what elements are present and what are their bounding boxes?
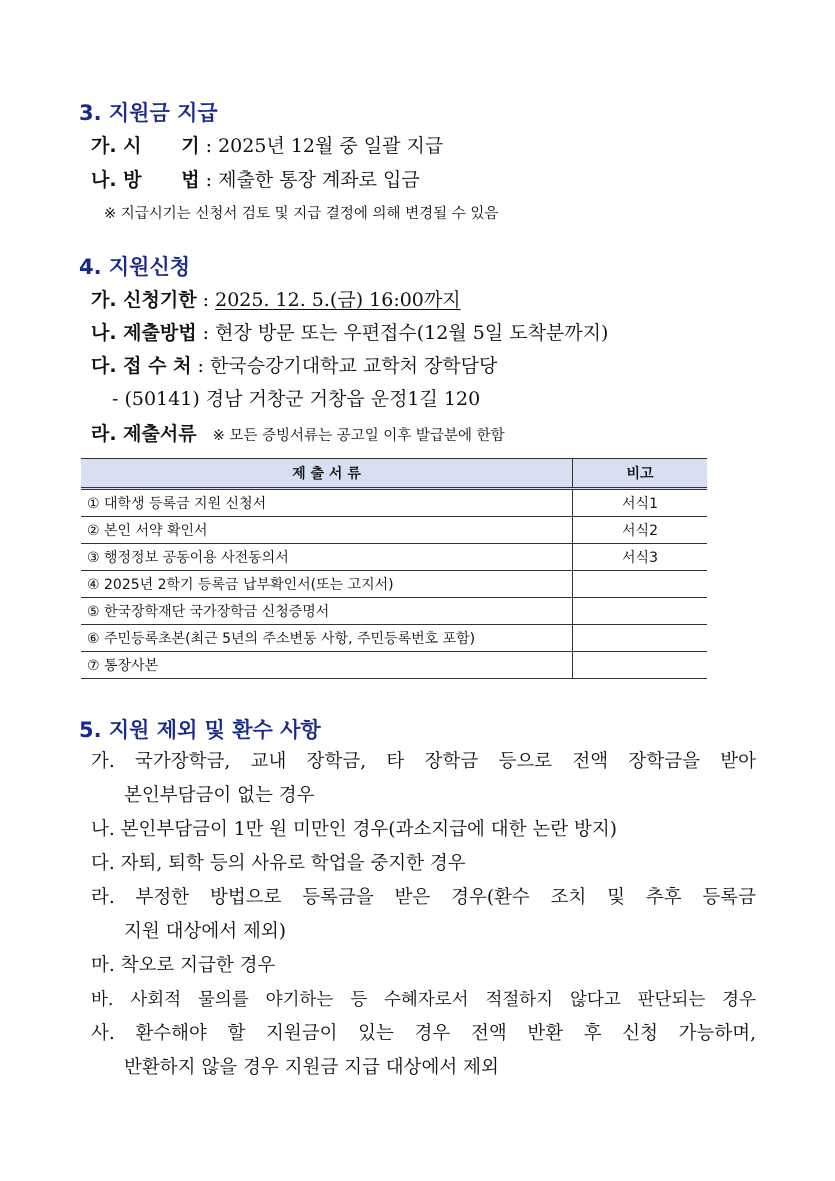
deadline-value: 2025. 12. 5.(금) 16:00까지 (215, 289, 461, 311)
exclusion-item-ra-cont: 지원 대상에서 제외) (124, 921, 286, 942)
payment-timing-label: 가. 시 기 (91, 135, 200, 157)
exclusion-item-na: 나. 본인부담금이 1만 원 미만인 경우(과소지급에 대한 논란 방지) (91, 819, 617, 840)
payment-method-value: 제출한 통장 계좌로 입금 (218, 169, 420, 191)
table-row (81, 598, 707, 625)
exclusion-item-ba: 바. 사회적 물의를 야기하는 등 수혜자로서 적절하지 않다고 판단되는 경우 (91, 990, 756, 1010)
docs-row (91, 422, 505, 448)
document-name: ③ 행정정보 공동이용 사전동의서 (81, 544, 573, 571)
exclusion-item-ga: 가. 국가장학금, 교내 장학금, 타 장학금 등으로 전액 장학금을 받아 (91, 751, 756, 772)
section-5-heading: 5. 지원 제외 및 환수 사항 (79, 718, 321, 742)
payment-method-label: 나. 방 법 (91, 169, 200, 191)
section-4-heading: 4. 지원신청 (79, 255, 191, 279)
table-row (81, 517, 707, 544)
exclusion-item-sa: 사. 환수해야 할 지원금이 있는 경우 전액 반환 후 신청 가능하며, (91, 1023, 756, 1044)
document-name: ② 본인 서약 확인서 (81, 517, 573, 544)
office-row: 다. 접 수 처 : 한국승강기대학교 교학처 장학담당 (91, 355, 498, 377)
office-address: - (50141) 경남 거창군 거창읍 운정1길 120 (112, 388, 481, 410)
exclusion-item-ma: 마. 착오로 지급한 경우 (91, 955, 276, 976)
documents-table (81, 458, 707, 679)
table-row (81, 652, 707, 679)
table-row (81, 489, 707, 517)
document-name: ① 대학생 등록금 지원 신청서 (81, 489, 573, 517)
exclusion-item-ra: 라. 부정한 방법으로 등록금을 받은 경우(환수 조치 및 추후 등록금 (91, 887, 756, 908)
documents-table-header (81, 459, 707, 489)
docs-label: 라. 제출서류 (91, 423, 197, 445)
exclusion-item-ga-cont: 본인부담금이 없는 경우 (124, 785, 315, 806)
document-remark: 서식1 (573, 489, 708, 517)
office-value: 한국승강기대학교 교학처 장학담당 (209, 355, 498, 377)
deadline-row: 가. 신청기한 : 2025. 12. 5.(금) 16:00까지 (91, 289, 461, 311)
document-name: ⑦ 통장사본 (81, 652, 573, 679)
header-documents: 제 출 서 류 (81, 459, 573, 489)
payment-method-row: 나. 방 법 : 제출한 통장 계좌로 입금 (91, 169, 420, 191)
table-row (81, 625, 707, 652)
payment-timing-row: 가. 시 기 : 2025년 12월 중 일괄 지급 (91, 135, 444, 157)
document-remark: 서식2 (573, 517, 708, 544)
submit-method-label: 나. 제출방법 (91, 322, 197, 344)
payment-timing-value: 2025년 12월 중 일괄 지급 (218, 135, 444, 157)
office-label: 다. 접 수 처 (91, 355, 192, 377)
document-remark (573, 598, 708, 625)
payment-note: ※ 지급시기는 신청서 검토 및 지급 결정에 의해 변경될 수 있음 (104, 206, 499, 222)
document-name: ④ 2025년 2학기 등록금 납부확인서(또는 고지서) (81, 571, 573, 598)
document-remark (573, 625, 708, 652)
header-remarks: 비고 (573, 459, 708, 489)
docs-note: ※ 모든 증빙서류는 공고일 이후 발급분에 한함 (212, 428, 505, 444)
document-name: ⑥ 주민등록초본(최근 5년의 주소변동 사항, 주민등록번호 포함) (81, 625, 573, 652)
document-remark: 서식3 (573, 544, 708, 571)
section-3-heading: 3. 지원금 지급 (79, 101, 218, 125)
exclusion-item-da: 다. 자퇴, 퇴학 등의 사유로 학업을 중지한 경우 (91, 853, 466, 874)
deadline-label: 가. 신청기한 (91, 289, 197, 311)
exclusion-item-sa-cont: 반환하지 않을 경우 지원금 지급 대상에서 제외 (124, 1057, 499, 1078)
document-remark (573, 571, 708, 598)
document-name: ⑤ 한국장학재단 국가장학금 신청증명서 (81, 598, 573, 625)
submit-method-row: 나. 제출방법 : 현장 방문 또는 우편접수(12월 5일 도착분까지) (91, 322, 609, 344)
table-row (81, 571, 707, 598)
document-remark (573, 652, 708, 679)
table-row (81, 544, 707, 571)
submit-method-value: 현장 방문 또는 우편접수(12월 5일 도착분까지) (215, 322, 609, 344)
